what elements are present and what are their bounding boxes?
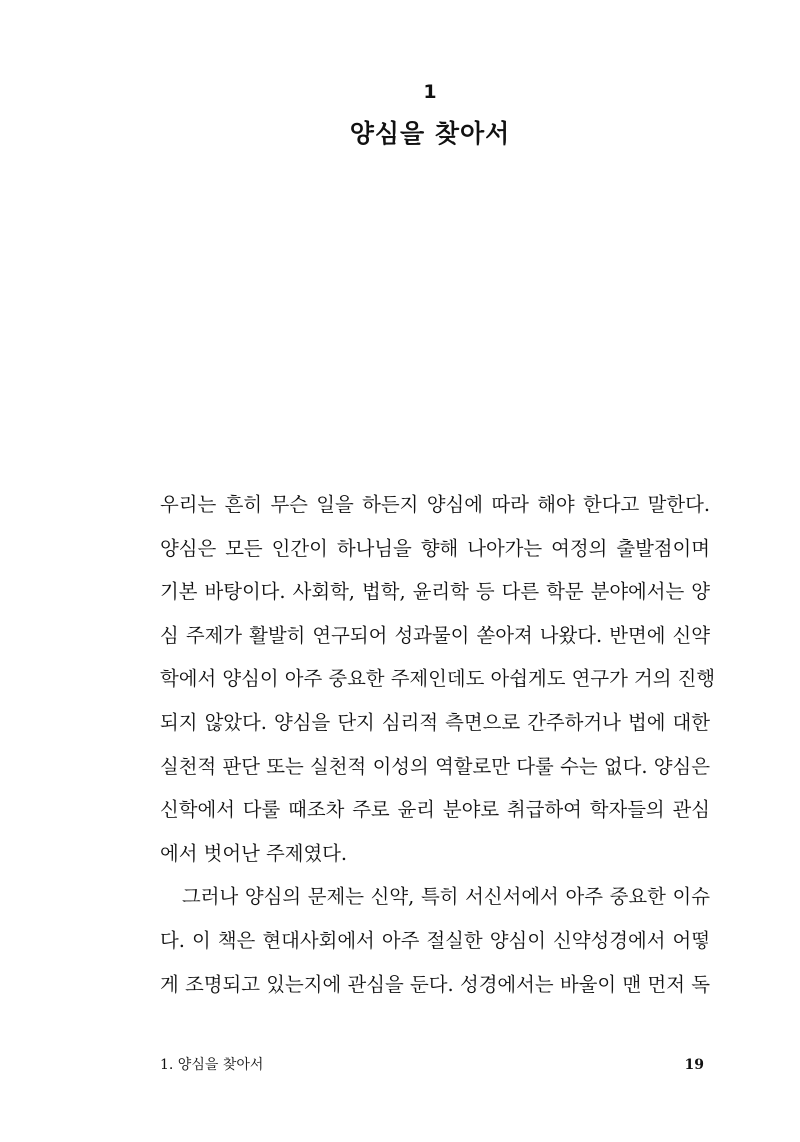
body-line: 우리는 흔히 무슨 일을 하든지 양심에 따라 해야 한다고 말한다. <box>160 493 710 516</box>
body-line: 에서 벗어난 주제였다. <box>160 841 348 865</box>
body-line: 학에서 양심이 아주 중요한 주제인데도 아쉽게도 연구가 거의 진행 <box>160 667 716 691</box>
body-line: 그러나 양심의 문제는 신약, 특히 서신서에서 아주 중요한 이슈 <box>182 885 710 909</box>
chapter-title: 양심을 찾아서 <box>349 119 511 148</box>
body-line: 게 조명되고 있는지에 관심을 둔다. 성경에서는 바울이 맨 먼저 독 <box>160 972 710 996</box>
page-number: 19 <box>684 1057 704 1073</box>
body-line: 다. 이 책은 현대사회에서 아주 절실한 양심이 신약성경에서 어떻 <box>160 928 710 952</box>
running-head: 1. 양심을 찾아서 <box>160 1057 264 1073</box>
body-line: 기본 바탕이다. 사회학, 법학, 윤리학 등 다른 학문 분야에서는 양 <box>160 580 710 604</box>
body-line: 심 주제가 활발히 연구되어 성과물이 쏟아져 나왔다. 반면에 신약 <box>160 623 710 647</box>
body-line: 되지 않았다. 양심을 단지 심리적 측면으로 간주하거나 법에 대한 <box>160 710 710 734</box>
body-text <box>160 483 716 1006</box>
body-line: 신학에서 다룰 때조차 주로 윤리 분야로 취급하여 학자들의 관심 <box>160 798 710 822</box>
body-line: 양심은 모든 인간이 하나님을 향해 나아가는 여정의 출발점이며 <box>160 536 710 560</box>
chapter-number: 1 <box>423 81 437 103</box>
body-line: 실천적 판단 또는 실천적 이성의 역할로만 다룰 수는 없다. 양심은 <box>160 754 710 778</box>
